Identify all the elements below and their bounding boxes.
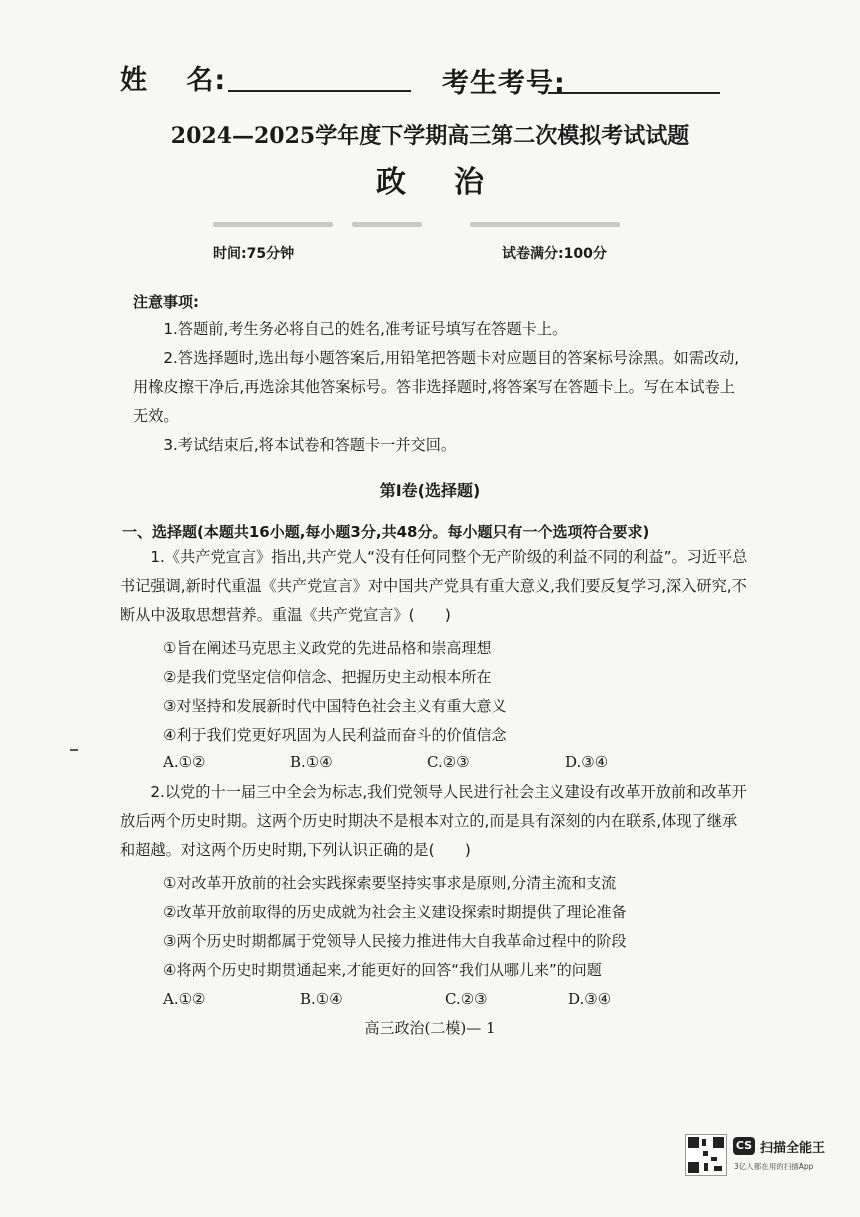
exam-number-label: 考生考号:: [442, 68, 566, 99]
scan-mark: [70, 749, 78, 751]
part-title: 第Ⅰ卷(选择题): [379, 481, 481, 500]
statement: ①对改革开放前的社会实践探索要坚持实事求是原则,分清主流和支流: [163, 874, 617, 892]
note-item: 3.考试结束后,将本试卷和答题卡一并交回。: [163, 436, 457, 454]
choice-c: C.②③: [445, 990, 488, 1008]
choice-d: D.③④: [565, 753, 609, 771]
choice-b: B.①④: [290, 753, 333, 771]
choice-c: C.②③: [427, 753, 470, 771]
full-score: 试卷满分:100分: [502, 246, 607, 262]
scan-residue: [352, 222, 422, 227]
name-label: 姓 名:: [120, 65, 227, 96]
scan-residue: [470, 222, 620, 227]
name-blank: [228, 90, 411, 92]
statement: ①旨在阐述马克思主义政党的先进品格和崇高理想: [163, 639, 492, 657]
statement: ②改革开放前取得的历史成就为社会主义建设探索时期提供了理论准备: [163, 903, 627, 921]
note-item: 2.答选择题时,选出每小题答案后,用铅笔把答题卡对应题目的答案标号涂黑。如需改动,用橡皮擦干净后,再选涂其他答案标号。答非选择题时,将答案写在答题卡上。写在本试卷上无效。: [133, 349, 740, 425]
choice-b: B.①④: [300, 990, 343, 1008]
choice-a: A.①②: [163, 990, 206, 1008]
subject-title: 政治: [376, 165, 532, 200]
statement: ④将两个历史时期贯通起来,才能更好的回答“我们从哪儿来”的问题: [163, 961, 602, 979]
statement: ④利于我们党更好巩固为人民利益而奋斗的价值信念: [163, 726, 507, 744]
scan-residue: [213, 222, 333, 227]
note-item: 1.答题前,考生务必将自己的姓名,准考证号填写在答题卡上。: [163, 320, 568, 338]
scanner-tagline: 3亿人都在用的扫描App: [734, 1162, 814, 1171]
exam-title: 2024—2025学年度下学期高三第二次模拟考试试题: [170, 123, 690, 149]
choice-d: D.③④: [568, 990, 612, 1008]
question-stem: 2.以党的十一届三中全会为标志,我们党领导人民进行社会主义建设有改革开放前和改革开放后两个历史时期。这两个历史时期决不是根本对立的,而是具有深刻的内在联系,体现了继承和超越。对这两个历史时期,下列认识正确的是( ): [120, 783, 747, 859]
camscanner-logo-icon: CS: [733, 1137, 755, 1155]
question-stem: 1.《共产党宣言》指出,共产党人“没有任何同整个无产阶级的利益不同的利益”。习近平总书记强调,新时代重温《共产党宣言》对中国共产党具有重大意义,我们要反复学习,深入研究,不断从中汲取思想营养。重温《共产党宣言》( ): [120, 548, 748, 624]
qr-code-icon: [685, 1134, 727, 1176]
statement: ③对坚持和发展新时代中国特色社会主义有重大意义: [163, 697, 507, 715]
choice-a: A.①②: [163, 753, 206, 771]
page-footer: 高三政治(二模)— 1: [364, 1019, 496, 1037]
statement: ③两个历史时期都属于党领导人民接力推进伟大自我革命过程中的阶段: [163, 932, 627, 950]
section-heading: 一、选择题(本题共16小题,每小题3分,共48分。每小题只有一个选项符合要求): [122, 523, 650, 541]
notes-heading: 注意事项:: [133, 293, 199, 311]
statement: ②是我们党坚定信仰信念、把握历史主动根本所在: [163, 668, 492, 686]
scanner-app-name: 扫描全能王: [760, 1141, 826, 1156]
exam-number-blank: [548, 92, 720, 94]
exam-time: 时间:75分钟: [213, 246, 295, 262]
